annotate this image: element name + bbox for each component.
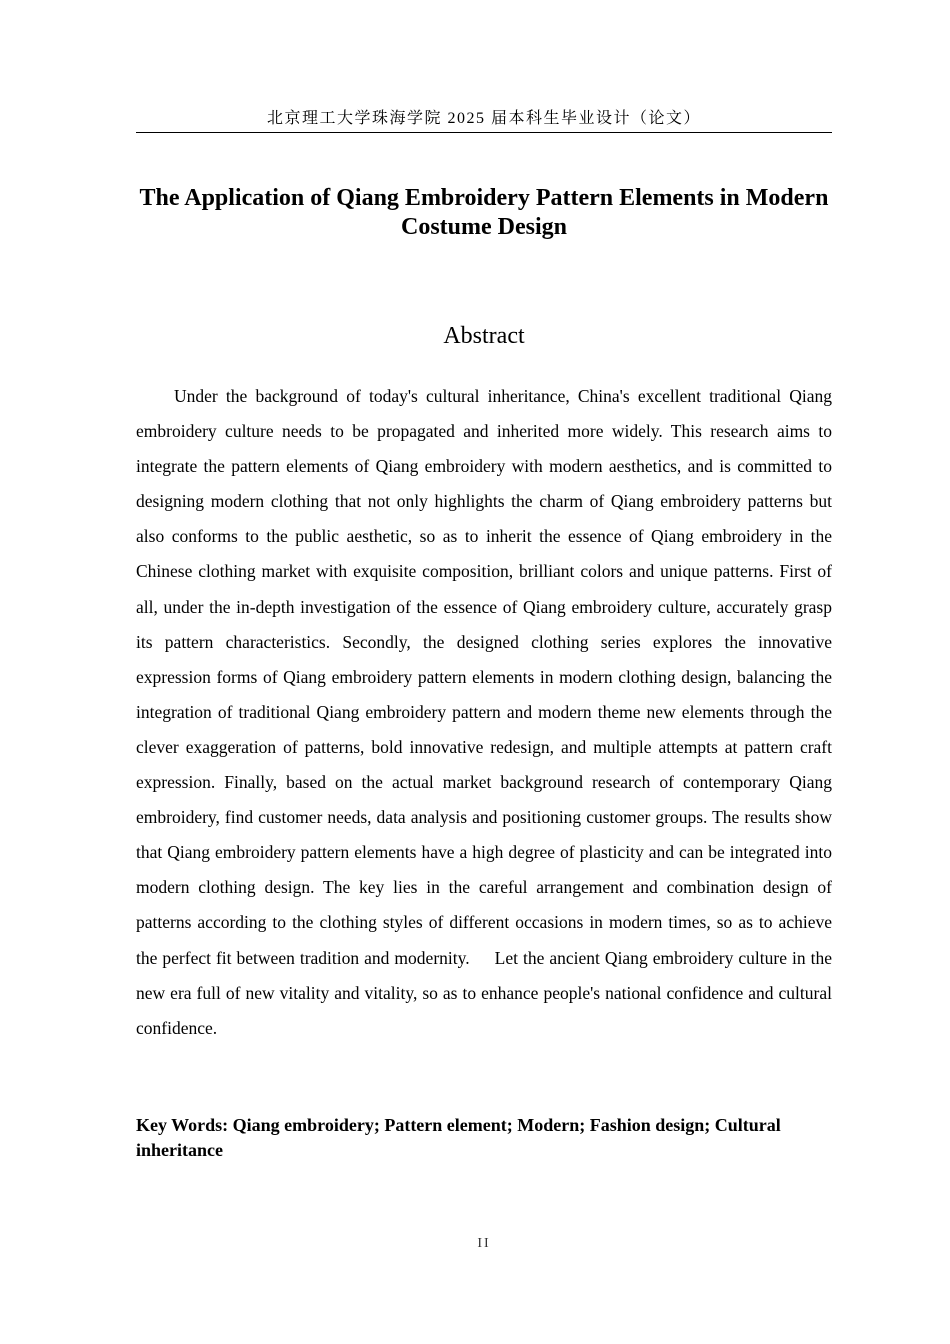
abstract-body: Under the background of today's cultural inheritance, China's excellent traditional Qiang embroidery culture needs to be propagated and inherited more widely. This research aims to integrate the pattern elements of Qiang embroidery with modern aesthetics, and is committed to designing modern clothing that not only highlights the charm of Qiang embroidery patterns but also conforms to the public aesthetic, so as to inherit the essence of Qiang embroidery in the Chinese clothing market with exquisite composition, brilliant colors and unique patterns. First of all, under the in-depth investigation of the essence of Qiang embroidery culture, accurately grasp its pattern characteristics. Secondly, the designed clothing series explores the innovative expression forms of Qiang embroidery pattern elements in modern clothing design, balancing the integration of traditional Qiang embroidery pattern and modern theme new elements through the clever exaggeration of patterns, bold innovative redesign, and multiple attempts at pattern craft expression. Finally, based on the actual market background research of contemporary Qiang embroidery, find customer needs, data analysis and positioning customer groups. The results show that Qiang embroidery pattern elements have a high degree of plasticity and can be integrated into modern clothing design. The key lies in the careful arrangement and combination design of patterns according to the clothing styles of different occasions in modern times, so as to achieve the perfect fit between tradition and modernity. Let the ancient Qiang embroidery culture in the new era full of new vitality and vitality, so as to enhance people's national confidence and cultural confidence. <box>136 386 832 1038</box>
keywords: Key Words: Qiang embroidery; Pattern element; Modern; Fashion design; Cultural inheritance <box>136 1115 781 1160</box>
page-number: II <box>477 1236 491 1251</box>
paper-title: The Application of Qiang Embroidery Pattern Elements in Modern Costume Design <box>139 185 829 240</box>
running-header: 北京理工大学珠海学院 2025 届本科生毕业设计（论文） <box>266 110 701 127</box>
abstract-heading: Abstract <box>443 323 525 349</box>
header-divider <box>136 132 832 133</box>
